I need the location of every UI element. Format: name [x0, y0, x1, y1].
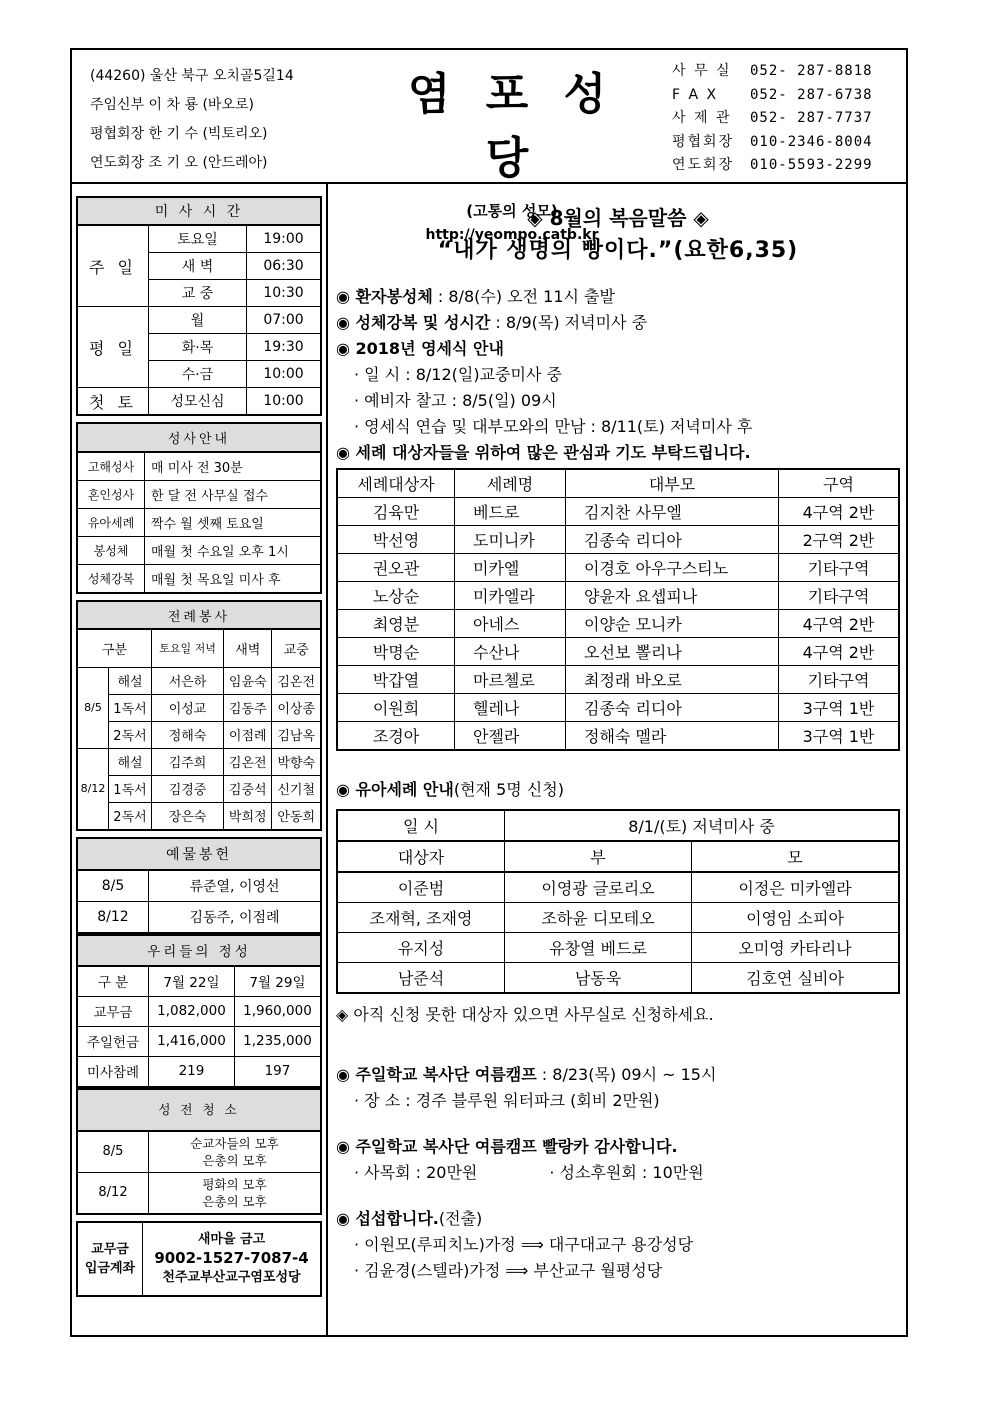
table-row [77, 509, 321, 537]
notice-sick-communion: ◉ 환자봉성체 : 8/8(수) 오전 11시 출발 [336, 287, 615, 306]
table-row [77, 537, 321, 565]
sacrament-table [76, 422, 322, 594]
cleaning-date: 8/12 [77, 1172, 149, 1214]
liturgy-person: 김온전 [272, 667, 321, 694]
mass-title: 미 사 시 간 [77, 197, 321, 225]
cleaning-date: 8/5 [77, 1131, 149, 1173]
gospel-heading: ◈ 8월의 복음말씀 ◈ [527, 206, 709, 230]
table-row [77, 452, 321, 481]
sacrament-name: 성체강복 [77, 565, 145, 594]
address: (44260) 울산 북구 오치골5길14 [90, 68, 294, 84]
liturgy-role: 2독서 [109, 802, 152, 830]
table-row [77, 1172, 321, 1214]
table-row [77, 225, 321, 253]
liturgy-role: 해설 [109, 667, 152, 694]
mass-time: 06:30 [247, 253, 321, 280]
contact-office: 사 무 실 052- 287-8818 [672, 63, 873, 79]
table-row [337, 810, 899, 841]
table-row [77, 388, 321, 416]
table-row: 남준석 남동욱 김호연 실비아 [337, 963, 899, 994]
gospel-quote: “내가 생명의 빵이다.”(요한6,35) [437, 238, 799, 263]
table-row [77, 748, 321, 775]
sunday-label: 주 일 [77, 225, 149, 307]
liturgy-person: 장은숙 [152, 802, 224, 830]
sacrament-desc: 매 미사 전 30분 [145, 452, 322, 481]
col-header: 새벽 [224, 629, 272, 667]
table-row: 최영분 아네스 이양순 모니카 4구역 2반 [337, 610, 899, 638]
finance-label: 주일헌금 [77, 1026, 149, 1056]
table-row: 조경아 안젤라 정해숙 멜라 3구역 1반 [337, 722, 899, 751]
mass-time: 10:00 [247, 388, 321, 416]
liturgy-person: 신기철 [272, 775, 321, 802]
header-info [90, 62, 294, 178]
parish-url[interactable]: http://yeompo.catb.kr [425, 227, 599, 243]
cleaning-groups [149, 1172, 322, 1214]
council-president: 평협회장 한 기 수 (빅토리오) [90, 126, 268, 142]
table-row [77, 775, 321, 802]
liturgy-role: 해설 [109, 748, 152, 775]
finance-value: 1,416,000 [149, 1026, 235, 1056]
col-header: 교중 [272, 629, 321, 667]
cleaning-group: 순교자들의 모후 [190, 1135, 279, 1151]
liturgy-title: 전례봉사 [77, 601, 321, 629]
infant-baptism-note: ◈ 아직 신청 못한 대상자 있으면 사무실로 신청하세요. [336, 1005, 714, 1024]
contact-rectory: 사 제 관 052- 287-7737 [672, 110, 873, 126]
account-label: 교무금 입금계좌 [77, 1222, 143, 1296]
col-header: 구역 [779, 469, 900, 498]
liturgy-person: 이성교 [152, 694, 224, 721]
column-divider [326, 182, 328, 1335]
table-row: 이원희 헬레나 김종숙 리디아 3구역 1반 [337, 694, 899, 722]
liturgy-role: 1독서 [109, 694, 152, 721]
account-bank: 새마을 금고 [197, 1232, 266, 1247]
liturgy-role: 2독서 [109, 721, 152, 748]
sacrament-title: 성사안내 [77, 423, 321, 452]
cleaning-title: 성 전 청 소 [77, 1089, 321, 1131]
mass-day: 화·목 [149, 334, 247, 361]
table-row: 박선영 도미니카 김종숙 리디아 2구역 2반 [337, 526, 899, 554]
account-number: 9002-1527-7087-4 [154, 1249, 309, 1267]
mass-day: 교 중 [149, 280, 247, 307]
mass-day: 성모신심 [149, 388, 247, 416]
sacrament-desc: 짝수 월 셋째 토요일 [145, 509, 322, 537]
table-row [77, 307, 321, 334]
contact-fax: F A X 052- 287-6738 [672, 86, 873, 103]
liturgy-person: 박향숙 [272, 748, 321, 775]
account-info [143, 1222, 322, 1296]
thanks-notice: ◉ 주일학교 복사단 여름캠프 빨랑카 감사합니다. [336, 1137, 678, 1156]
table-row [77, 996, 321, 1026]
liturgy-person: 정해숙 [152, 721, 224, 748]
mass-time: 19:30 [247, 334, 321, 361]
memorial-president: 연도회장 조 기 오 (안드레아) [90, 155, 268, 171]
notice-prayer-request: ◉ 세례 대상자들을 위하여 많은 관심과 기도 부탁드립니다. [336, 443, 751, 462]
col-header: 세례명 [455, 469, 566, 498]
table-row [77, 1026, 321, 1056]
camp-location: · 장 소 : 경주 블루원 워터파크 (회비 2만원) [354, 1091, 660, 1110]
infant-baptism-title: ◉ 유아세례 안내(현재 5명 신청) [336, 780, 564, 799]
col-header: 구 분 [77, 966, 149, 997]
liturgy-table [76, 600, 322, 831]
mass-day: 토요일 [149, 225, 247, 253]
sacrament-desc: 매월 첫 목요일 미사 후 [145, 565, 322, 594]
notice-baptism-date: · 일 시 : 8/12(일)교중미사 중 [354, 365, 562, 384]
sacrament-desc: 한 달 전 사무실 접수 [145, 481, 322, 509]
liturgy-person: 임윤숙 [224, 667, 272, 694]
liturgy-person: 김중석 [224, 775, 272, 802]
sacrament-desc: 매월 첫 수요일 오후 1시 [145, 537, 322, 565]
mass-time: 19:00 [247, 225, 321, 253]
table-row: 노상순 미카엘라 양윤자 요셉피나 기타구역 [337, 582, 899, 610]
farewell-notice: ◉ 섭섭합니다.(전출) [336, 1209, 483, 1228]
bulletin-frame [70, 48, 908, 1337]
offering-date: 8/5 [77, 870, 149, 902]
table-row: 이준범 이영광 글로리오 이정은 미카엘라 [337, 872, 899, 903]
finance-value: 197 [234, 1056, 321, 1087]
camp-notice: ◉ 주일학교 복사단 여름캠프 : 8/23(목) 09시 ~ 15시 [336, 1065, 717, 1084]
finance-value: 1,235,000 [234, 1026, 321, 1056]
liturgy-date: 8/12 [77, 748, 109, 830]
mass-schedule-table [76, 196, 322, 416]
offering-names: 김동주, 이점례 [149, 901, 322, 933]
liturgy-person: 이상종 [272, 694, 321, 721]
table-row: 권오관 미카엘 이경호 아우구스티노 기타구역 [337, 554, 899, 582]
liturgy-person: 서은하 [152, 667, 224, 694]
finance-label: 교무금 [77, 996, 149, 1026]
parish-patron: (고통의 성모) [466, 202, 558, 220]
cleaning-groups [149, 1131, 322, 1173]
offering-table [76, 837, 322, 934]
notice-catechism-exam: · 예비자 찰고 : 8/5(일) 09시 [354, 391, 557, 410]
table-row [77, 481, 321, 509]
sacrament-name: 혼인성사 [77, 481, 145, 509]
liturgy-date: 8/5 [77, 667, 109, 748]
sacrament-name: 유아세례 [77, 509, 145, 537]
col-header: 세례대상자 [337, 469, 455, 498]
left-column [76, 196, 322, 1297]
notice-baptism-title: ◉ 2018년 영세식 안내 [336, 339, 504, 358]
liturgy-person: 김온전 [224, 748, 272, 775]
finance-value: 219 [149, 1056, 235, 1087]
col-header: 구분 [77, 629, 152, 667]
cleaning-group: 은총의 모후 [202, 1152, 267, 1168]
baptism-table [336, 468, 900, 751]
table-row [77, 1131, 321, 1173]
table-row [77, 721, 321, 748]
col-header: 대상자 [337, 841, 505, 872]
mass-time: 10:30 [247, 280, 321, 307]
col-header: 대부모 [566, 469, 779, 498]
liturgy-person: 박희정 [224, 802, 272, 830]
col-header: 7월 22일 [149, 966, 235, 997]
table-row [77, 966, 321, 997]
col-header: 7월 29일 [234, 966, 321, 997]
liturgy-person: 김동주 [224, 694, 272, 721]
table-row: 유지성 유창열 베드로 오미영 카타리나 [337, 933, 899, 963]
account-holder: 천주교부산교구염포성당 [162, 1270, 301, 1285]
table-row [337, 469, 899, 498]
col-header: 부 [505, 841, 692, 872]
finance-value: 1,960,000 [234, 996, 321, 1026]
notice-rehearsal: · 영세식 연습 및 대부모와의 만남 : 8/11(토) 저녁미사 후 [354, 417, 753, 436]
mass-time: 07:00 [247, 307, 321, 334]
first-sat-label: 첫 토 [77, 388, 149, 416]
farewell-family: · 이원모(루피치노)가정 ⟹ 대구대교구 용강성당 [354, 1235, 694, 1254]
farewell-family: · 김윤경(스텔라)가정 ⟹ 부산교구 월평성당 [354, 1261, 663, 1280]
col-header: 토요일 저녁 [152, 629, 224, 667]
mass-day: 월 [149, 307, 247, 334]
table-row [77, 565, 321, 594]
sacrament-name: 봉성체 [77, 537, 145, 565]
table-row: 조재혁, 조재영 조하윤 디모테오 이영임 소피아 [337, 903, 899, 933]
table-row [77, 1056, 321, 1087]
parish-title: 염 포 성 당 [407, 69, 617, 184]
thanks-donors: · 사목회 : 20만원 · 성소후원회 : 10만원 [354, 1163, 704, 1182]
cleaning-group: 평화의 모후 [202, 1176, 267, 1192]
contact-council: 평협회장 010-2346-8004 [672, 133, 873, 150]
table-row [77, 629, 321, 667]
right-column [336, 202, 900, 1284]
finance-title: 우리들의 정성 [77, 935, 321, 966]
offering-names: 류준열, 이영선 [149, 870, 322, 902]
weekday-label: 평 일 [77, 307, 149, 388]
table-row [77, 901, 321, 933]
col-header: 모 [692, 841, 900, 872]
table-row [77, 802, 321, 830]
table-row: 박명순 수산나 오선보 뽈리나 4구역 2반 [337, 638, 899, 666]
liturgy-person: 이점례 [224, 721, 272, 748]
finance-value: 1,082,000 [149, 996, 235, 1026]
sacrament-name: 고해성사 [77, 452, 145, 481]
pastor: 주임신부 이 차 룡 (바오로) [90, 97, 254, 113]
finance-label: 미사참례 [77, 1056, 149, 1087]
cleaning-group: 은총의 모후 [202, 1193, 267, 1209]
table-row [77, 667, 321, 694]
mass-day: 수·금 [149, 361, 247, 388]
liturgy-person: 김경중 [152, 775, 224, 802]
mass-day: 새 벽 [149, 253, 247, 280]
liturgy-person: 안동희 [272, 802, 321, 830]
offering-title: 예물봉헌 [77, 838, 321, 870]
table-row: 박갑열 마르첼로 최정래 바오로 기타구역 [337, 666, 899, 694]
infant-baptism-table [336, 809, 900, 994]
table-row [77, 694, 321, 721]
liturgy-role: 1독서 [109, 775, 152, 802]
offering-date: 8/12 [77, 901, 149, 933]
liturgy-person: 김주희 [152, 748, 224, 775]
contact-list [672, 60, 873, 178]
infant-date-label: 일 시 [337, 810, 505, 841]
mass-time: 10:00 [247, 361, 321, 388]
contact-memorial: 연도회장 010-5593-2299 [672, 157, 873, 173]
cleaning-table [76, 1088, 322, 1215]
liturgy-person: 김남옥 [272, 721, 321, 748]
finance-table [76, 934, 322, 1088]
table-row [337, 841, 899, 872]
infant-date-value: 8/1/(토) 저녁미사 중 [505, 810, 900, 841]
account-table [76, 1221, 322, 1297]
table-row: 김육만 베드로 김지찬 사무엘 4구역 2반 [337, 498, 899, 526]
notice-benediction: ◉ 성체강복 및 성시간 : 8/9(목) 저녁미사 중 [336, 313, 648, 332]
table-row [77, 870, 321, 902]
